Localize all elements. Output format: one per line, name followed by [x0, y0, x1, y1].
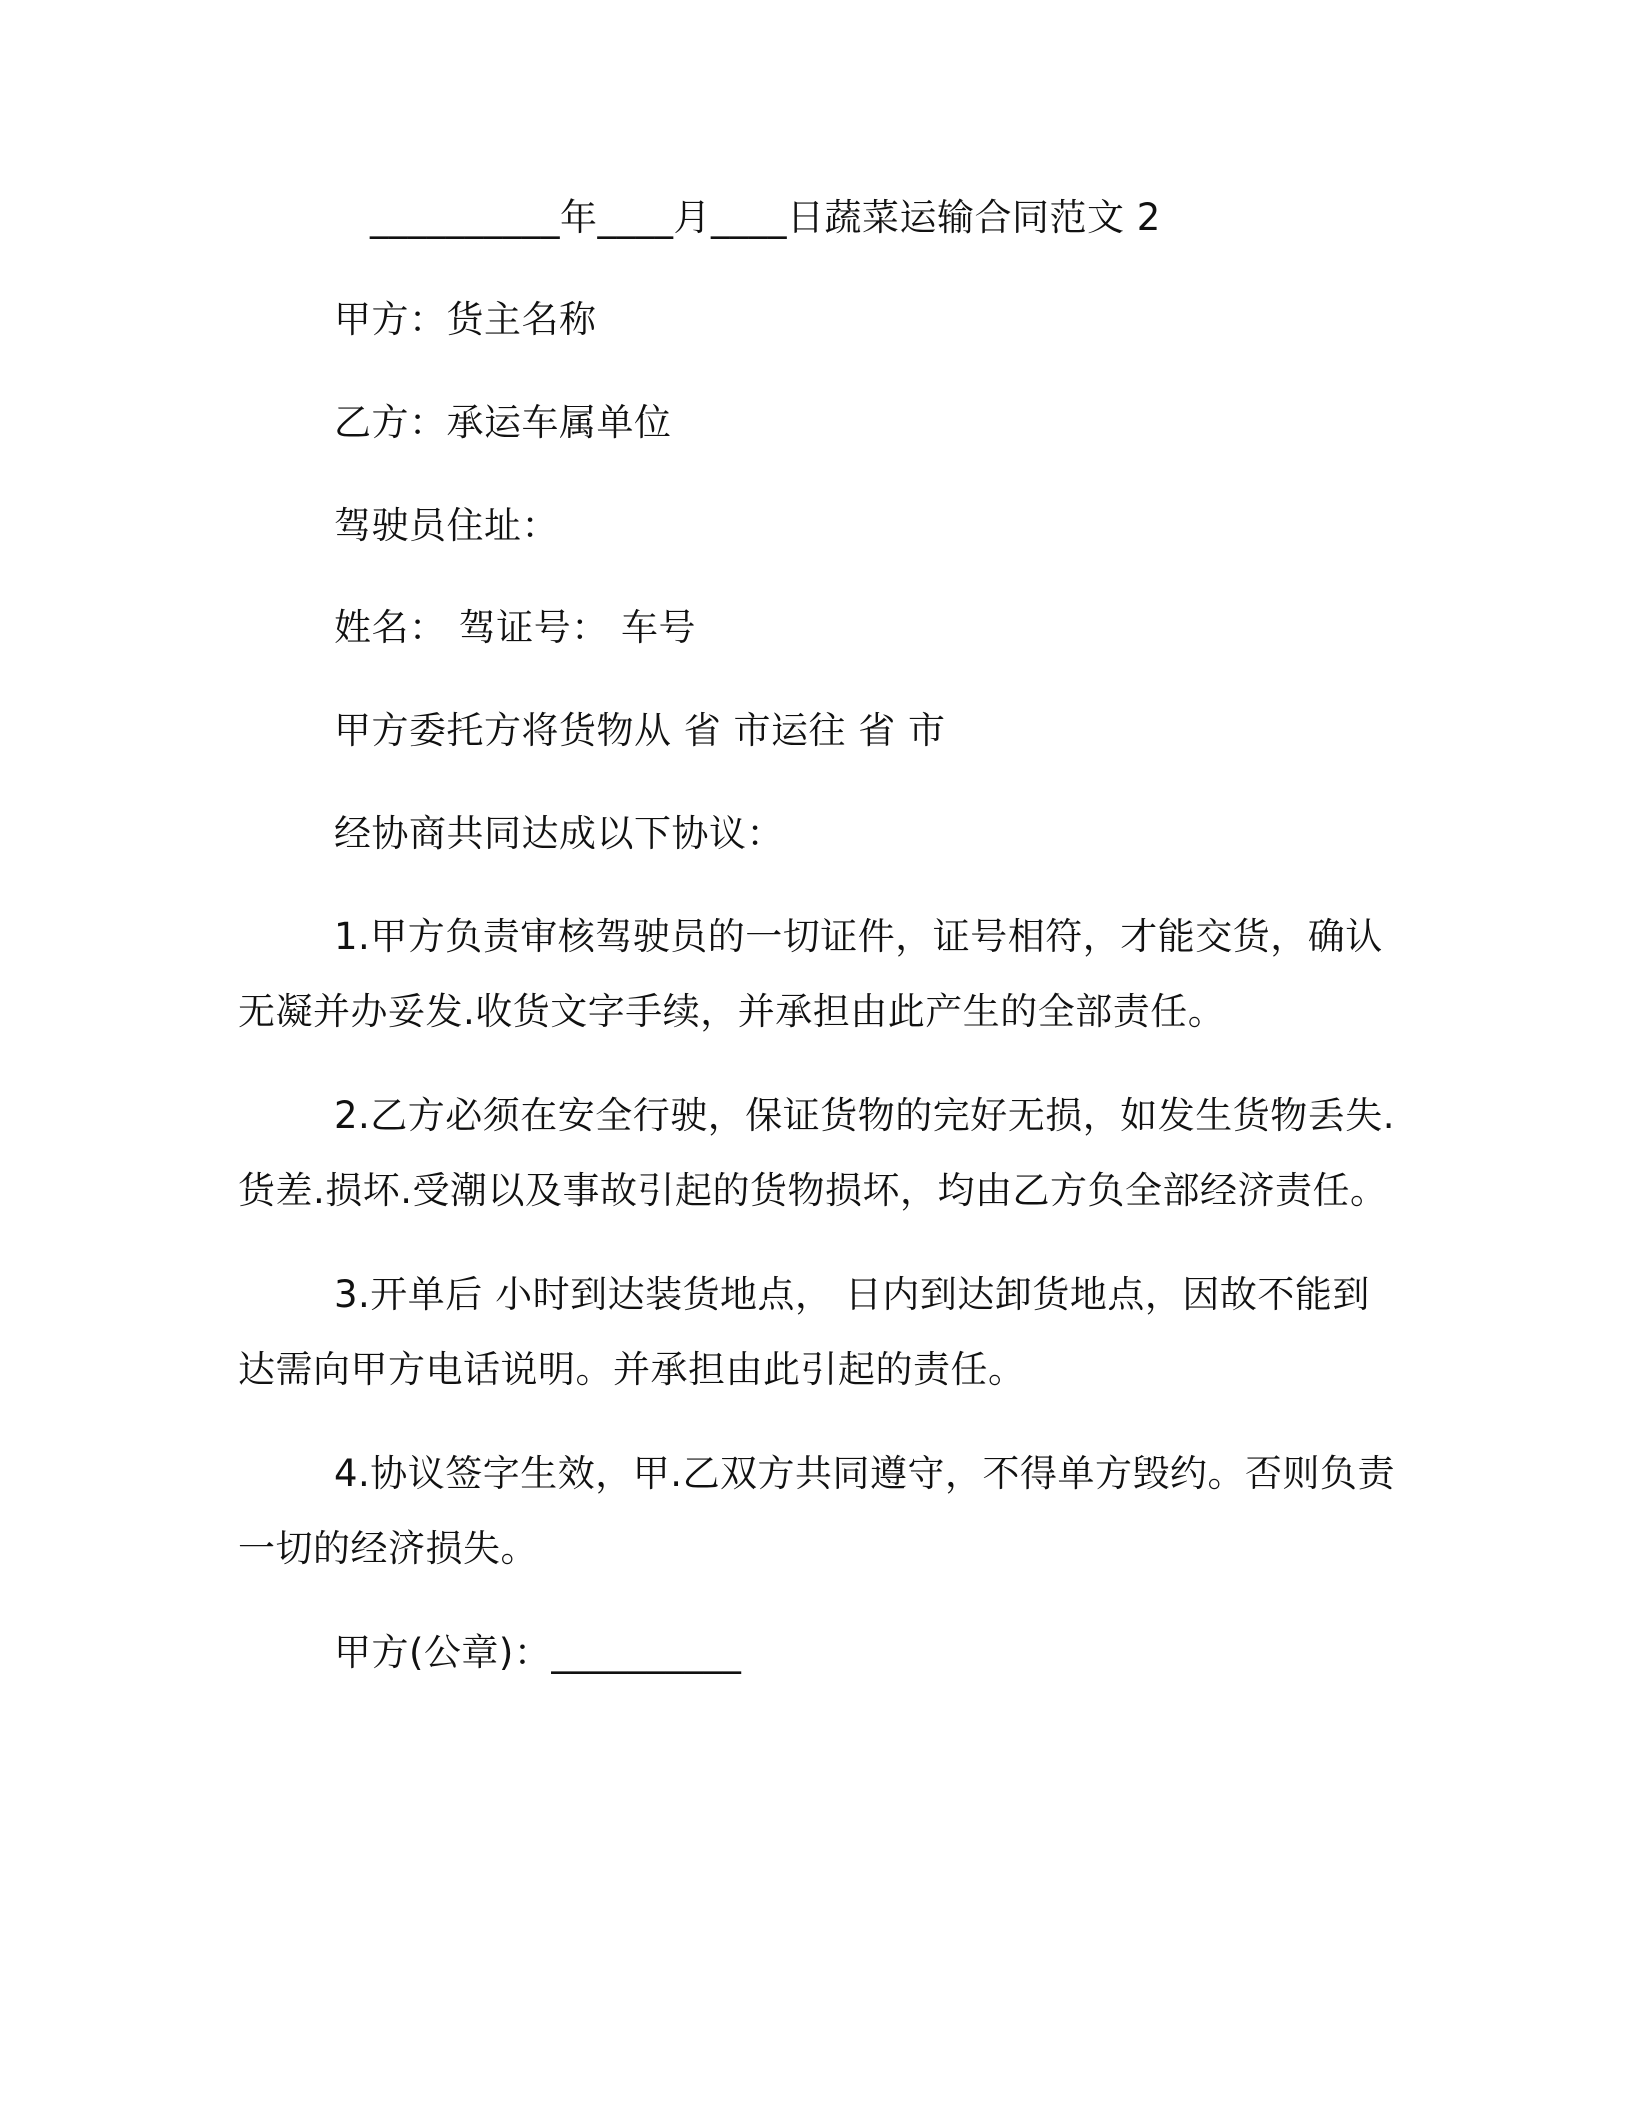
- clause-3-rest: 达需向甲方电话说明。并承担由此引起的责任。: [238, 1348, 1026, 1391]
- route-line: 甲方委托方将货物从 省 市运往 省 市: [334, 709, 946, 752]
- driver-info-line: 姓名： 驾证号： 车号: [334, 606, 697, 649]
- clause-2-rest: 货差.损坏.受潮以及事故引起的货物损坏，均由乙方负全部经济责任。: [238, 1169, 1388, 1212]
- document-title: __________年____月____日蔬菜运输合同范文 2: [370, 196, 1161, 239]
- party-a-seal-line: 甲方(公章)：__________: [334, 1631, 742, 1674]
- clause-3-first: 3.开单后 小时到达装货地点， 日内到达卸货地点，因故不能到: [334, 1273, 1370, 1316]
- driver-address-line: 驾驶员住址：: [334, 504, 559, 547]
- agreement-intro: 经协商共同达成以下协议：: [334, 812, 784, 855]
- party-b-line: 乙方：承运车属单位: [334, 401, 672, 444]
- party-a-line: 甲方：货主名称: [334, 298, 597, 341]
- clause-4-first: 4.协议签字生效，甲.乙双方共同遵守，不得单方毁约。否则负责: [334, 1452, 1396, 1495]
- clause-4-rest: 一切的经济损失。: [238, 1527, 538, 1570]
- clause-1-first: 1.甲方负责审核驾驶员的一切证件，证号相符，才能交货，确认: [334, 915, 1383, 958]
- clause-2-first: 2.乙方必须在安全行驶，保证货物的完好无损，如发生货物丢失.: [334, 1094, 1396, 1137]
- clause-1-rest: 无凝并办妥发.收货文字手续，并承担由此产生的全部责任。: [238, 990, 1226, 1033]
